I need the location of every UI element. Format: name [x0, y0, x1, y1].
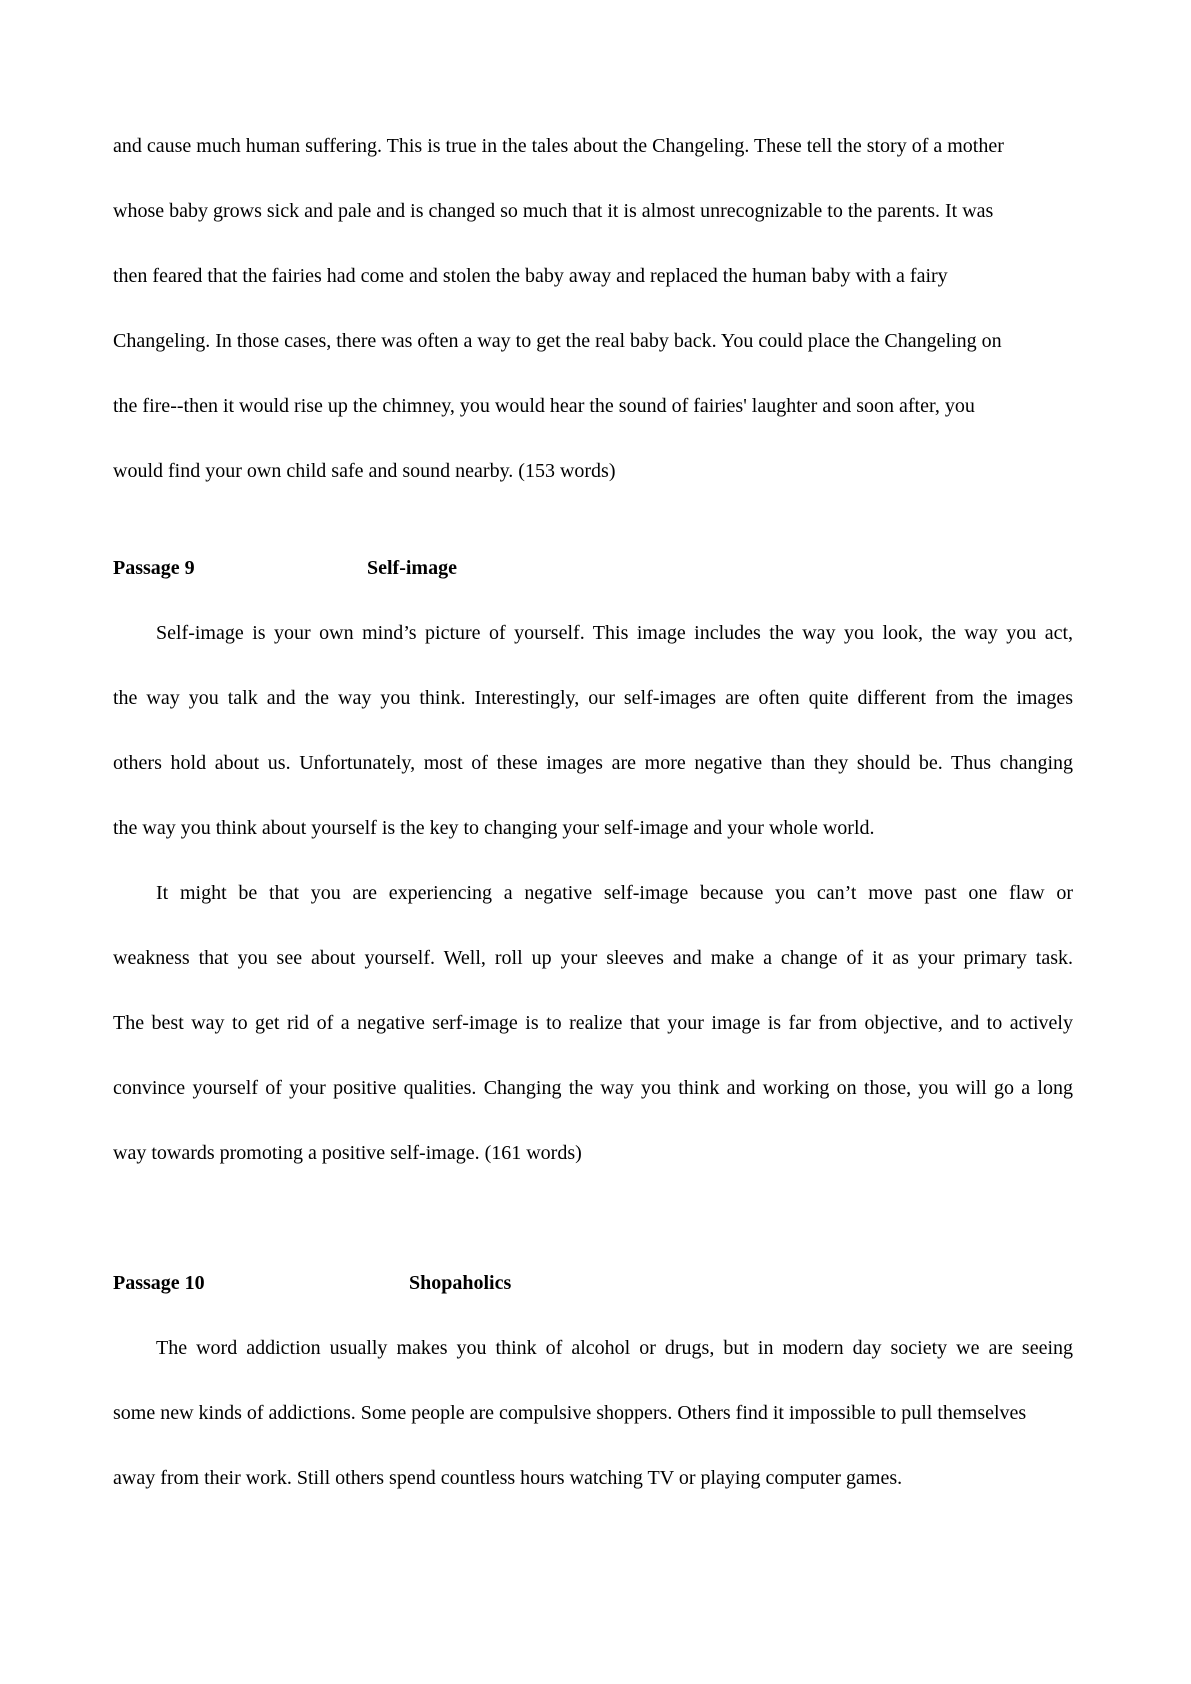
text-line: away from their work. Still others spend countless hours watching TV or playing computer games.	[113, 1467, 903, 1489]
text-line: the way you think about yourself is the key to changing your self-image and your whole world.	[113, 817, 875, 839]
text-line: some new kinds of addictions. Some people are compulsive shoppers. Others find it impossible to pull themselves	[113, 1402, 1027, 1424]
text-line: Self-image is your own mind’s picture of yourself. This image includes the way you look, the way you act,	[156, 622, 1073, 644]
text-line: the fire--then it would rise up the chimney, you would hear the sound of fairies' laughter and soon after, you	[113, 395, 975, 417]
text-line: would find your own child safe and sound nearby. (153 words)	[113, 460, 616, 482]
passage-9-title: Self-image	[367, 557, 457, 579]
text-line: whose baby grows sick and pale and is changed so much that it is almost unrecognizable to the parents. It was	[113, 200, 994, 222]
text-line: and cause much human suffering. This is true in the tales about the Changeling. These tell the story of a mother	[113, 135, 1004, 157]
passage-10-title: Shopaholics	[409, 1272, 512, 1294]
text-line: way towards promoting a positive self-image. (161 words)	[113, 1142, 582, 1164]
text-line: convince yourself of your positive qualities. Changing the way you think and working on those, you will go a long	[113, 1077, 1073, 1099]
passage-9-label: Passage 9	[113, 557, 195, 579]
text-line: others hold about us. Unfortunately, most of these images are more negative than they should be. Thus changing	[113, 752, 1073, 774]
text-line: It might be that you are experiencing a negative self-image because you can’t move past one flaw or	[156, 882, 1073, 904]
text-line: weakness that you see about yourself. Well, roll up your sleeves and make a change of it as your primary task.	[113, 947, 1073, 969]
text-line: then feared that the fairies had come and stolen the baby away and replaced the human baby with a fairy	[113, 265, 948, 287]
text-line: The word addiction usually makes you think of alcohol or drugs, but in modern day society we are seeing	[156, 1337, 1073, 1359]
text-line: The best way to get rid of a negative serf-image is to realize that your image is far from objective, and to actively	[113, 1012, 1073, 1034]
passage-10-label: Passage 10	[113, 1272, 205, 1294]
text-line: Changeling. In those cases, there was often a way to get the real baby back. You could place the Changeling on	[113, 330, 1002, 352]
text-line: the way you talk and the way you think. Interestingly, our self-images are often quite different from the images	[113, 687, 1073, 709]
